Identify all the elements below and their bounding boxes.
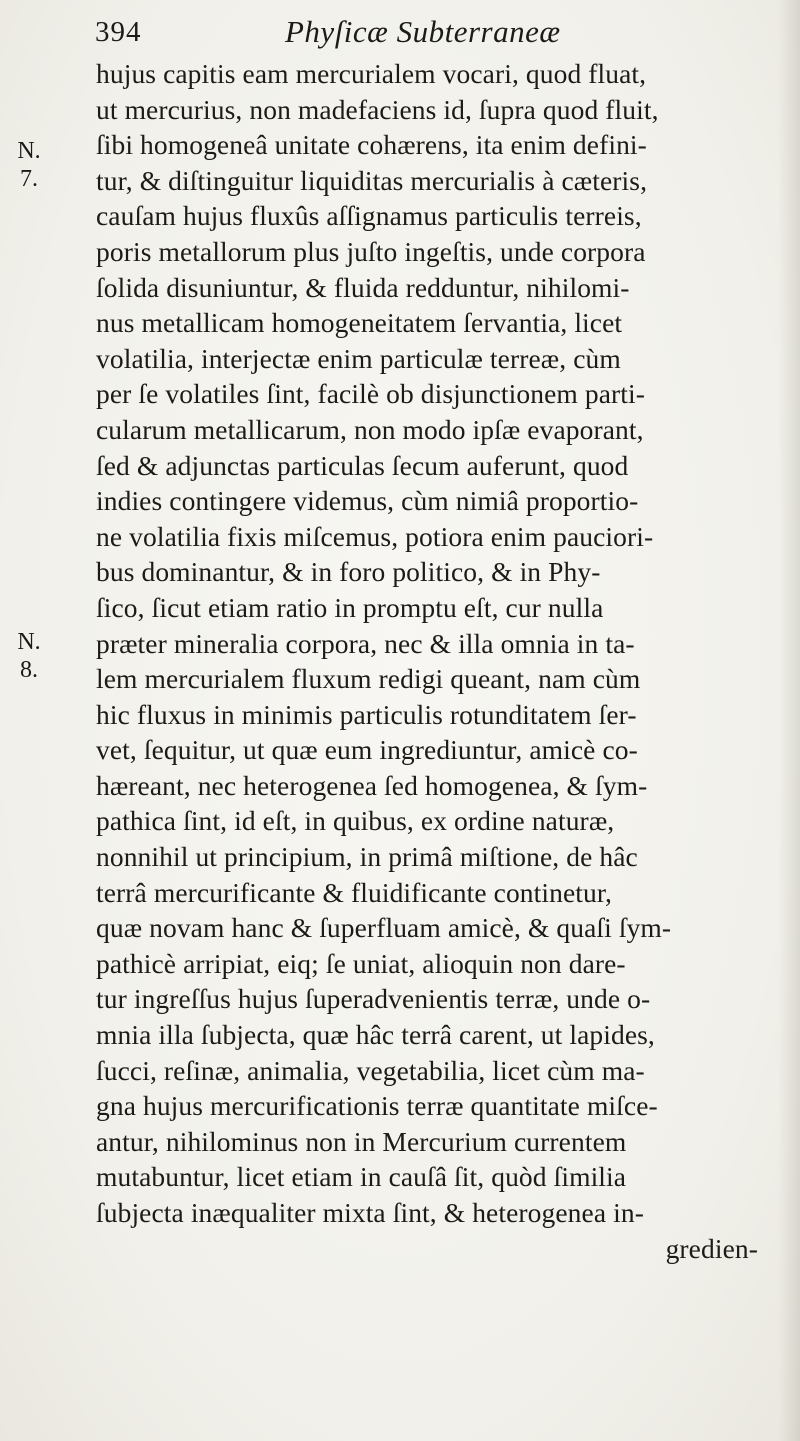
text-line: poris metallorum plus juſto ingeſtis, unde corpora bbox=[96, 235, 646, 267]
marginal-note-number: 7. bbox=[20, 166, 38, 192]
text-line: ſico, ſicut etiam ratio in promptu eſt, cur nulla bbox=[96, 591, 604, 623]
text-line: mutabuntur, licet etiam in cauſâ ſit, quòd ſimilia bbox=[96, 1161, 627, 1193]
page-edge-shadow bbox=[778, 0, 800, 1441]
marginal-note-n8 bbox=[12, 628, 46, 684]
text-line: tur ingreſſus hujus ſuperadvenientis terræ, unde o- bbox=[96, 983, 651, 1015]
running-title: Phyſicæ Subterraneæ bbox=[285, 14, 561, 49]
text-line: pathica ſint, id eſt, in quibus, ex ordine naturæ, bbox=[96, 805, 615, 837]
text-line: ſibi homogeneâ unitate cohærens, ita enim defini- bbox=[96, 129, 647, 161]
marginal-note-number: 8. bbox=[20, 657, 38, 683]
text-line: lem mercurialem fluxum redigi queant, nam cùm bbox=[96, 663, 641, 695]
body-text bbox=[96, 56, 786, 1266]
page-header bbox=[95, 16, 735, 56]
text-line: ſubjecta inæqualiter mixta ſint, & heterogenea in- bbox=[96, 1197, 644, 1228]
text-line: nus metallicam homogeneitatem ſervantia, licet bbox=[96, 307, 623, 339]
text-line: volatilia, interjectæ enim particulæ terreæ, cùm bbox=[96, 342, 621, 374]
catchword: gredien- bbox=[665, 1232, 758, 1264]
text-line: vet, ſequitur, ut quæ eum ingrediuntur, amicè co- bbox=[96, 734, 638, 766]
text-line: ſolida disuniuntur, & fluida redduntur, nihilomi- bbox=[96, 271, 630, 303]
text-line: per ſe volatiles ſint, facilè ob disjunctionem parti- bbox=[96, 378, 646, 410]
text-line: quæ novam hanc & ſuperfluam amicè, & quaſi ſym- bbox=[96, 912, 672, 944]
text-line: nonnihil ut principium, in primâ miſtione, de hâc bbox=[96, 841, 638, 873]
text-line: ſed & adjunctas particulas ſecum auferunt, quod bbox=[96, 449, 629, 481]
text-line: ſucci, reſinæ, animalia, vegetabilia, licet cùm ma- bbox=[96, 1054, 645, 1086]
marginal-note-label: N. bbox=[17, 629, 41, 655]
page-number: 394 bbox=[95, 16, 142, 48]
text-line: pathicè arripiat, eiq; ſe uniat, alioquin non dare- bbox=[96, 947, 626, 979]
text-line: hujus capitis eam mercurialem vocari, quod fluat, bbox=[96, 58, 647, 89]
text-line: hæreant, nec heterogenea ſed homogenea, & ſym- bbox=[96, 769, 648, 801]
text-line: ut mercurius, non madefaciens id, ſupra quod fluit, bbox=[96, 93, 659, 125]
marginal-note-label: N. bbox=[17, 138, 41, 164]
text-line: cularum metallicarum, non modo ipſæ evaporant, bbox=[96, 413, 644, 445]
text-line: gna hujus mercurificationis terræ quantitate miſce- bbox=[96, 1090, 658, 1122]
text-line: tur, & diſtinguitur liquiditas mercurialis à cæteris, bbox=[96, 164, 648, 196]
text-line: indies contingere videmus, cùm nimiâ proportio- bbox=[96, 485, 639, 517]
marginal-note-n7 bbox=[12, 137, 46, 193]
text-line: terrâ mercurificante & fluidificante continetur, bbox=[96, 876, 613, 908]
text-line: mnia illa ſubjecta, quæ hâc terrâ carent, ut lapides, bbox=[96, 1019, 655, 1051]
text-line: præter mineralia corpora, nec & illa omnia in ta- bbox=[96, 627, 635, 659]
text-line: ne volatilia fixis miſcemus, potiora enim pauciori- bbox=[96, 520, 654, 552]
text-line: bus dominantur, & in foro politico, & in Phy- bbox=[96, 556, 601, 588]
text-line: hic fluxus in minimis particulis rotunditatem ſer- bbox=[96, 698, 637, 730]
text-line: cauſam hujus fluxûs aſſignamus particulis terreis, bbox=[96, 200, 642, 232]
text-line: antur, nihilominus non in Mercurium currentem bbox=[96, 1125, 627, 1157]
